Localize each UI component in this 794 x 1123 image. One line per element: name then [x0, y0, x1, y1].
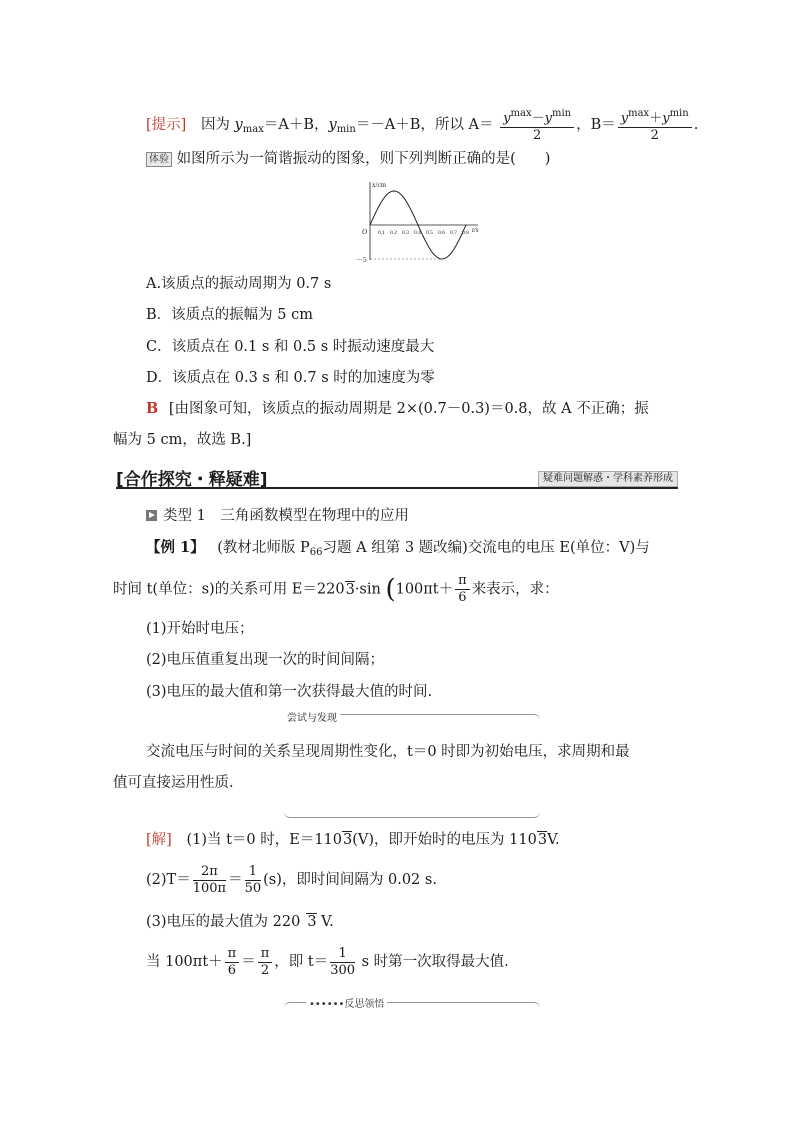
arg-num: π: [455, 573, 470, 590]
type1-label: 类型 1 三角函数模型在物理中的应用: [163, 508, 409, 524]
experience-line: [146, 148, 550, 170]
reflect-dots-left: ••••••: [309, 999, 345, 1010]
solution-line-3: [146, 911, 334, 933]
x-tick-label: 0.7: [450, 230, 457, 236]
x-tick-label: 0.5: [426, 230, 433, 236]
answer-text-2: 幅为 5 cm，故选 B.]: [113, 432, 252, 448]
experience-tag: 体验: [146, 152, 172, 167]
example-tag: 【例 1】: [146, 539, 205, 556]
y-axis-label: x/cm: [372, 181, 386, 189]
hint-mid: ，B＝: [576, 117, 616, 133]
s4-num3: 1: [330, 946, 355, 963]
x-axis-label: t/s: [472, 226, 479, 234]
ymin-symbol: y: [328, 117, 337, 133]
origin-label: O: [362, 228, 368, 236]
example-q2: (2)电压值重复出现一次的时间间隔；: [146, 652, 385, 668]
answer-line-1: [146, 398, 649, 420]
open-paren: (: [385, 574, 396, 605]
option-c: C．该质点在 0.1 s 和 0.5 s 时振动速度最大: [146, 339, 435, 355]
answer-letter: B: [146, 400, 159, 417]
section-title: [合作探究・释疑难]: [116, 470, 268, 490]
example-line-2: [113, 573, 559, 606]
s4-num1: π: [225, 946, 240, 963]
solution-2a: (2)T＝: [146, 872, 191, 888]
try-box-frame: [284, 714, 540, 818]
hint-frac-b: [618, 106, 692, 144]
option-b: B．该质点的振幅为 5 cm: [146, 307, 313, 323]
experience-question: 如图所示为一简谐振动的图象，则下列判断正确的是( ): [176, 151, 551, 167]
hint-eq2: ＝－A＋B，所以 A＝: [355, 117, 494, 133]
example-arg-frac: [455, 573, 470, 606]
solution-line-2: [146, 862, 437, 898]
s4-den1: 6: [227, 962, 237, 978]
hint-end: .: [693, 117, 699, 133]
section-subtitle: 疑难问题解惑・学科素养形成: [538, 471, 678, 487]
hint-frac-a: [500, 106, 574, 144]
type1-heading: [146, 505, 409, 527]
solution-2b: ＝: [228, 872, 243, 888]
s4-den2: 2: [260, 962, 270, 978]
try-box-label: 尝试与发现: [284, 709, 340, 724]
solution-3a: (3)电压的最大值为 220: [146, 914, 301, 930]
solution-3c: V.: [316, 914, 334, 930]
option-a: A.该质点的振动周期为 0.7 s: [146, 276, 332, 292]
reflect-label-wrap: [306, 995, 387, 1010]
example-text-1b: 习题 A 组第 3 题改编)交流电的电压 E(单位：V)与: [322, 540, 650, 556]
solution-4a: 当 100πt＋: [146, 954, 223, 970]
example-text-2a: 时间 t(单位：s)的关系可用 E＝220: [113, 581, 345, 598]
ymin-sub: min: [336, 124, 356, 135]
solution-line-4: [146, 944, 509, 980]
try-box-line-1: 交流电压与时间的关系呈现周期性变化，t＝0 时即为初始电压，求周期和最: [146, 744, 630, 760]
x-tick-label: 0.4: [414, 230, 421, 236]
solution-line-1: [146, 829, 560, 851]
example-sqrt: 3: [345, 581, 355, 598]
solution-4d: s 时第一次取得最大值.: [357, 954, 509, 970]
try-box-line-2: 值可直接运用性质.: [113, 775, 234, 791]
x-tick-label: 0.6: [438, 230, 445, 236]
play-icon: [146, 510, 157, 521]
section-header: [116, 467, 678, 489]
frac-b-den: 2: [650, 128, 659, 143]
ymax-sub: max: [242, 124, 264, 135]
solution-2-frac2: [245, 864, 262, 897]
option-d: D．该质点在 0.3 s 和 0.7 s 时的加速度为零: [146, 370, 435, 386]
solution-1a: (1)当 t＝0 时，E＝110: [186, 832, 343, 848]
hint-text-a: 因为: [200, 117, 230, 133]
ymax-symbol: y: [234, 117, 243, 133]
x-tick-label: 0.1: [378, 230, 385, 236]
reflect-label: 反思领悟: [344, 999, 385, 1010]
frac-b-num: $y^{max}+y^{min}$: [618, 106, 692, 128]
s2-den2: 50: [244, 880, 262, 896]
solution-4c: ，即 t＝: [274, 954, 329, 970]
s2-num1: 2π: [193, 864, 226, 881]
s4-den3: 300: [330, 962, 356, 978]
example-text-2c: 来表示，求：: [471, 581, 559, 598]
example-q3: (3)电压的最大值和第一次获得最大值的时间.: [146, 684, 433, 700]
frac-a-num: $y^{max}-y^{min}$: [500, 106, 574, 128]
solution-1c: (V)，即开始时的电压为 110: [352, 832, 537, 848]
solution-4-frac2: [258, 946, 273, 979]
hint-eq1: ＝A＋B，: [263, 117, 329, 133]
s2-num2: 1: [245, 864, 262, 881]
arg-den: 6: [458, 590, 467, 605]
solution-4-frac3: [330, 946, 355, 979]
x-tick-label: 0.3: [402, 230, 409, 236]
solution-2c: (s)，即时间间隔为 0.02 s.: [263, 872, 437, 888]
example-page-sub: 66: [309, 547, 323, 558]
example-text-1: (教材北师版 P: [217, 540, 310, 556]
frac-a-den: 2: [532, 128, 542, 143]
x-tick-label: 0.2: [390, 230, 397, 236]
example-q1: (1)开始时电压；: [146, 621, 254, 637]
solution-2-frac1: [193, 864, 226, 897]
example-line-1: [146, 537, 650, 564]
hint-line: [146, 106, 698, 144]
solution-3-sqrt: 3: [307, 914, 317, 930]
solution-1-sqrt2: 3: [537, 832, 548, 848]
solution-4b: ＝: [241, 954, 256, 970]
sine-graph: [348, 178, 482, 264]
solution-label: [解]: [146, 832, 172, 848]
solution-4-frac1: [225, 946, 240, 979]
hint-label: [提示]: [146, 117, 187, 133]
x-tick-label: 0.8: [462, 230, 469, 236]
solution-1e: V.: [547, 832, 560, 848]
example-text-2b: ·sin: [354, 581, 381, 598]
s4-num2: π: [258, 946, 273, 963]
solution-1-sqrt: 3: [343, 832, 353, 848]
y-tick-label: －5: [356, 256, 367, 264]
answer-text-1: [由图象可知，该质点的振动周期是 2×(0.7－0.3)＝0.8，故 A 不正确；振: [168, 401, 649, 417]
s2-den1: 100π: [192, 880, 227, 896]
example-arg-a: 100πt＋: [395, 581, 454, 598]
